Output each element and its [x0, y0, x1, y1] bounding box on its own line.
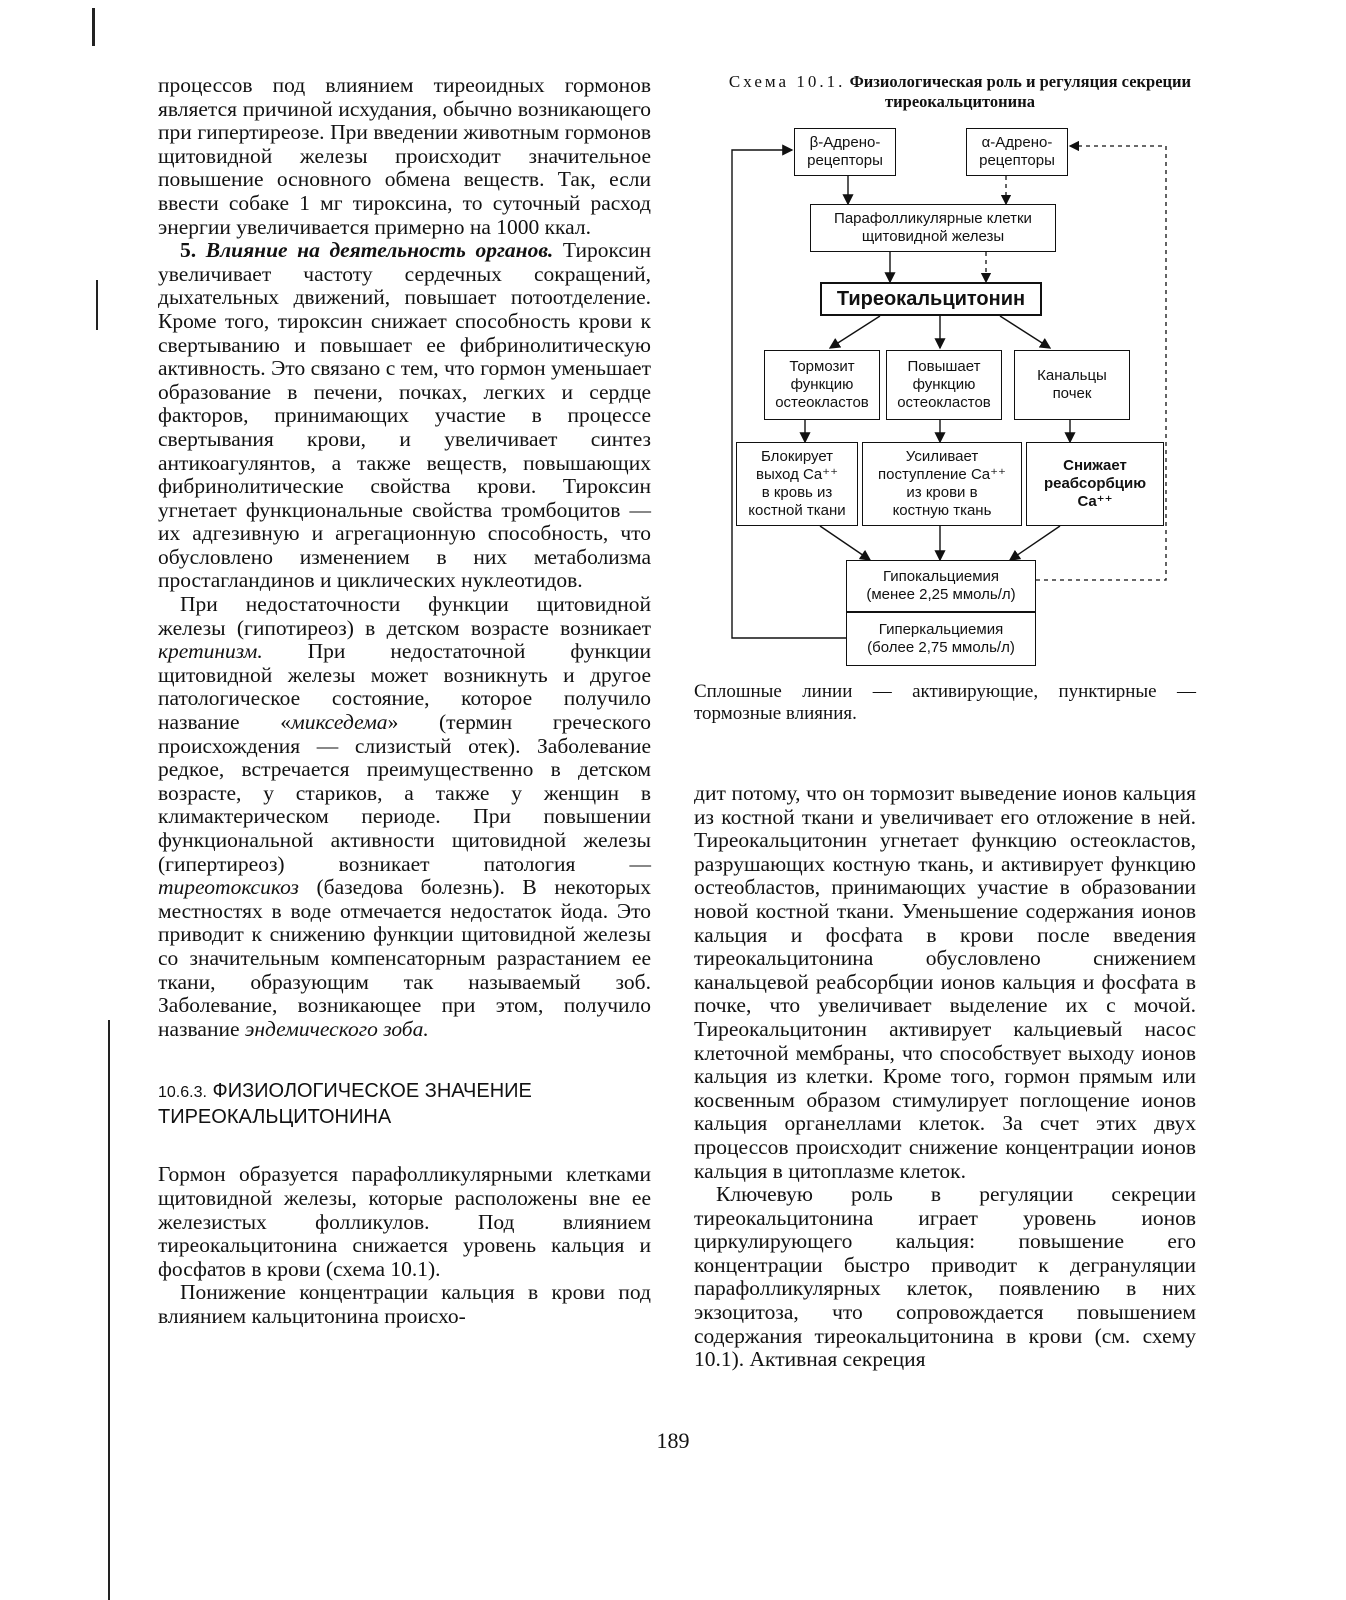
paragraph: При недостаточности функции щитовидной железы (гипотиреоз) в детском возрасте возникает кретинизм. При недостаточной функции щитовидной железы может возникнуть и другое патологическое состояние, которое получило название «микседема» (термин греческого происхождения — слизистый отек). Заболевание редкое, встречается преимущественно в детском возрасте, у стариков, а также у женщин в климактерическом периоде. При повышении функциональной активности щитовидной железы (гипертиреоз) возникает патология — тиреотоксикоз (базедова болезнь). В некоторых местностях в воде отмечается недостаток йода. Это приводит к снижению функции щитовидной железы со значительным компенсаторным разрастанием ее ткани, образующим так называемый зоб. Заболевание, возникающее при этом, получило название эндемического зоба. — [158, 592, 651, 1041]
side-mark — [96, 280, 98, 330]
page-number: 189 — [656, 1428, 690, 1453]
paragraph: дит потому, что он тормозит выведение ионов кальция из костной ткани и увеличивает его отложение в ней. Тиреокальцитонин угнетает функцию остеокластов, разрушающих костную ткань, и активирует функцию остеобластов, принимающих участие в образовании новой костной ткани. Уменьшение содержания ионов кальция и фосфата в крови после введения тиреокальцитонина обусловлено снижением канальцевой реабсорбции ионов кальция и фосфата в почке, что увеличивает выделение их с мочой. Тиреокальцитонин активирует кальциевый насос клеточной мембраны, что способствует выходу ионов кальция из клетки. Кроме того, гормон прямым или косвенным образом стимулирует поглощение ионов кальция органеллами клеток. За счет этих двух процессов происходит снижение концентрации ионов кальция в цитоплазме клеток. — [694, 781, 1196, 1183]
left-column — [158, 74, 651, 1329]
paragraph: Понижение концентрации кальция в крови под влиянием кальцитонина происхо- — [158, 1280, 651, 1328]
paragraph: 5. Влияние на деятельность органов. Тироксин увеличивает частоту сердечных сокращений, дыхательных движений, повышает потоотделение. Кроме того, тироксин снижает способность крови к свертыванию и повышает ее фибринолитическую активность. Это связано с тем, что гормон уменьшает образование в печени, почках, легких и сердце факторов, принимающих участие в процессе свертывания крови, и увеличивает синтез антикоагулянтов, а также веществ, повышающих фибринолитические свойства крови. Тироксин угнетает функциональные свойства тромбоцитов — их адгезивную и агрегационную способность, что обусловлено изменением в них метаболизма простагландинов и циклических нуклеотидов. — [158, 238, 651, 593]
right-column — [694, 782, 1196, 1372]
term: тиреотоксикоз — [158, 875, 299, 900]
term: кретинизм. — [158, 639, 263, 664]
term: микседема — [290, 710, 388, 735]
scheme-label: Схема 10.1. — [728, 72, 846, 91]
kidney-tubules-box: Канальцы почек — [1014, 350, 1130, 420]
blocks-ca-release-box: Блокирует выход Ca⁺⁺ в кровь из костной ткани — [736, 442, 858, 526]
paragraph: Ключевую роль в регуляции секреции тиреокальцитонина играет уровень ионов циркулирующего кальция: повышение его концентрации быстро приводит к дегрануляции парафолликулярных клеток, появлению в них экзоцитоза, что сопровождается повышением содержания тиреокальцитонина в крови (см. схему 10.1). Активная секреция — [694, 1182, 1196, 1372]
reduces-reabsorption-box: Снижает реабсорбцию Ca⁺⁺ — [1026, 442, 1164, 526]
scheme-heading: Физиологическая роль и регуляция секреции тиреокальцитонина — [849, 72, 1192, 111]
flow-diagram — [730, 124, 1170, 674]
scheme-title — [720, 72, 1200, 112]
section-heading: 10.6.3. ФИЗИОЛОГИЧЕСКОЕ ЗНАЧЕНИЕ ТИРЕОКАЛЬЦИТОНИНА — [158, 1080, 532, 1129]
enhances-ca-uptake-box: Усиливает поступление Ca⁺⁺ из крови в костную ткань — [862, 442, 1022, 526]
inhibits-osteoclasts-box: Тормозит функцию остеокластов — [764, 350, 880, 420]
scheme-caption: Сплошные линии — активирующие, пунктирные — тормозные влияния. — [694, 681, 1196, 724]
section-number: 5. — [180, 238, 197, 263]
alpha-adrenoreceptors-box: α-Адрено- рецепторы — [966, 128, 1068, 176]
section-title: Влияние на деятельность органов. — [205, 238, 554, 263]
parafollicular-cells-box: Парафолликулярные клетки щитовидной железы — [810, 204, 1056, 252]
hypercalcemia-box: Гиперкальциемия (более 2,75 ммоль/л) — [846, 612, 1036, 666]
increases-osteoclasts-box: Повышает функцию остеокластов — [886, 350, 1002, 420]
hypocalcemia-box: Гипокальциемия (менее 2,25 ммоль/л) — [846, 560, 1036, 612]
paragraph: процессов под влиянием тиреоидных гормонов является причиной исхудания, обычно возникающего при гипертиреозе. При введении животным гормонов щитовидной железы происходит значительное повышение основного обмена веществ. Так, если ввести собаке 1 мг тироксина, то суточный расход энергии увеличивается примерно на 1000 ккал. — [158, 73, 651, 239]
top-mark — [92, 8, 95, 46]
beta-adrenoreceptors-box: β-Адрено- рецепторы — [794, 128, 896, 176]
left-edge-line — [108, 1020, 110, 1600]
thyrocalcitonin-box: Тиреокальцитонин — [820, 282, 1042, 316]
paragraph: Гормон образуется парафолликулярными клетками щитовидной железы, которые расположены вне ее железистых фолликулов. Под влиянием тиреокальцитонина снижается уровень кальция и фосфатов в крови (схема 10.1). — [158, 1162, 651, 1281]
term: эндемического зоба. — [244, 1016, 429, 1041]
